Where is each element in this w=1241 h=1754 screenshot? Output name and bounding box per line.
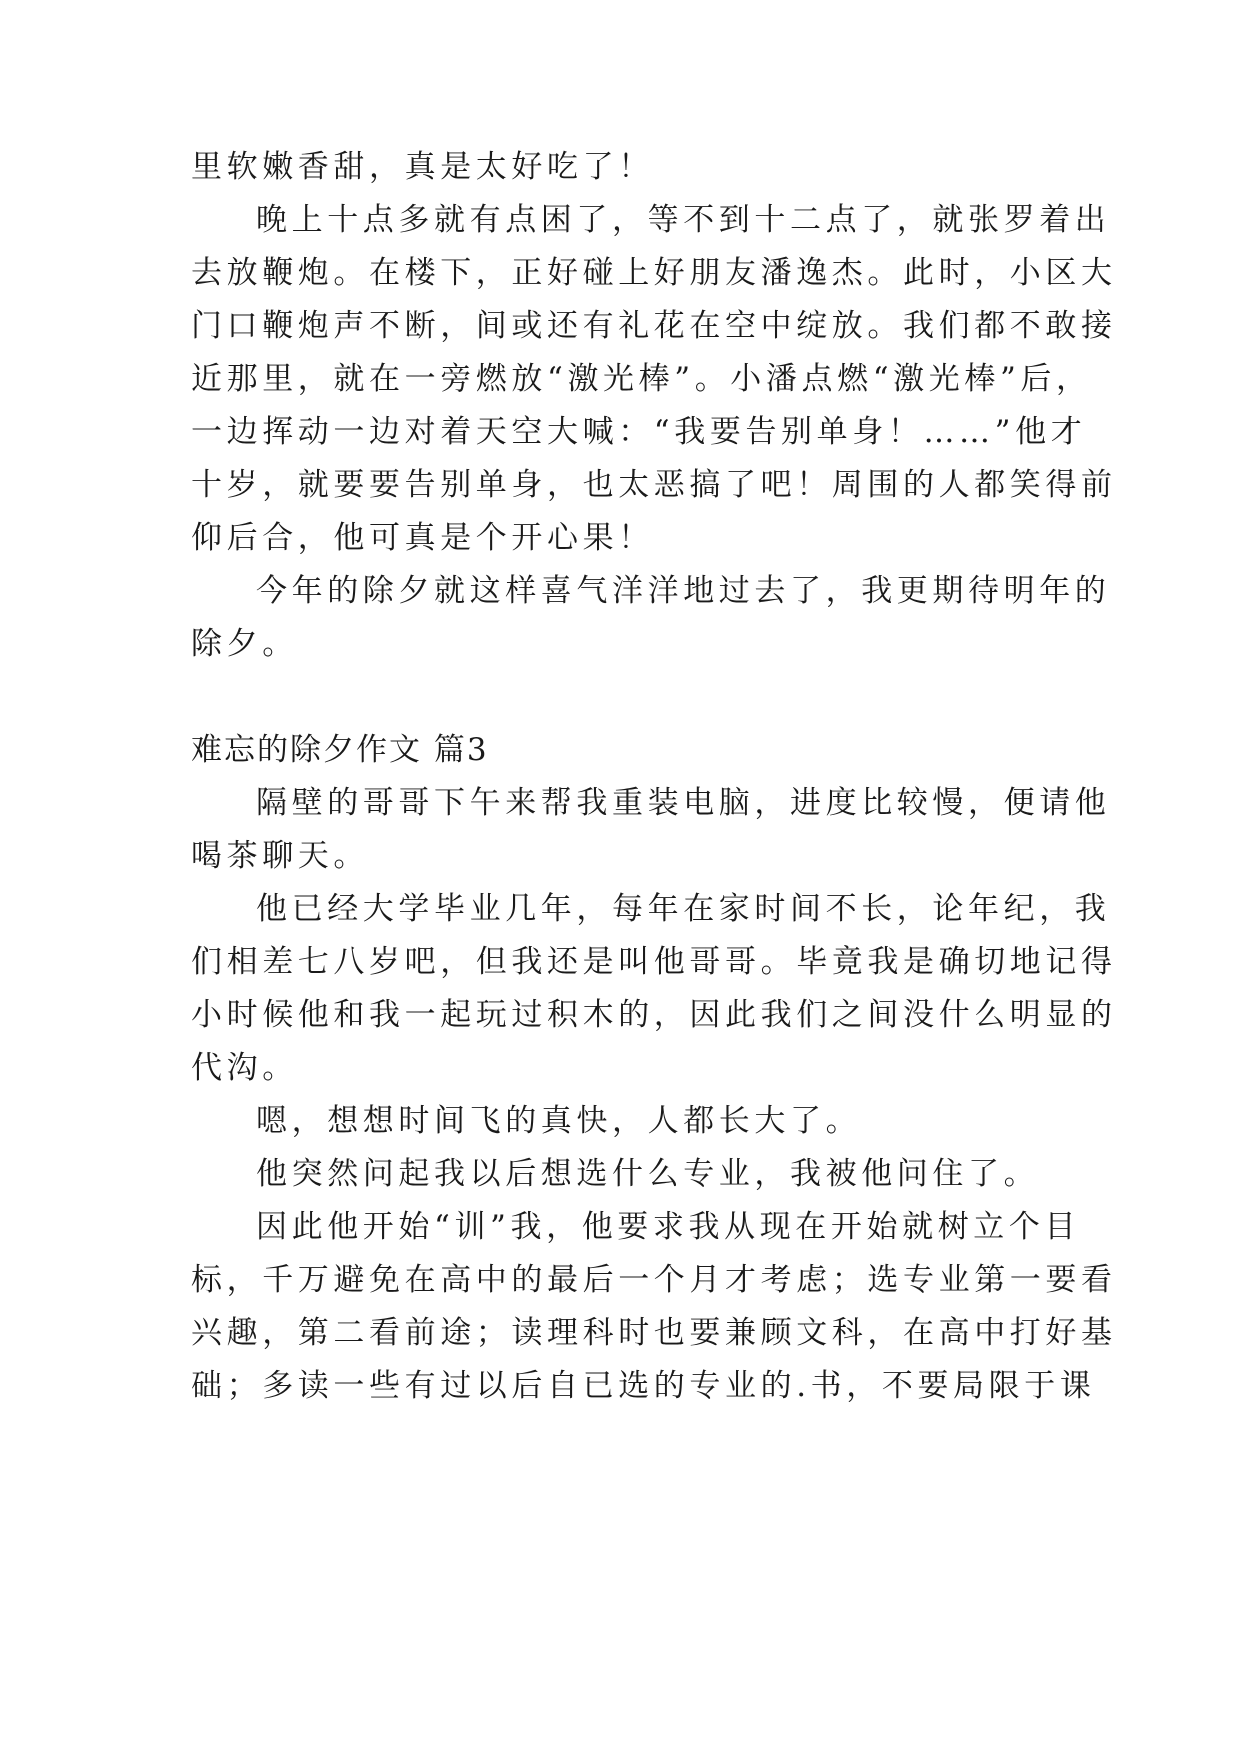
paragraph-5-line-4: 代沟。 (191, 1050, 298, 1086)
paragraph-3-line-2: 除夕。 (191, 626, 298, 662)
paragraph-2-line-6: 十岁，就要要告别单身，也太恶搞了吧！周围的人都笑得前 (191, 467, 1117, 503)
paragraph-6-line-1: 嗯，想想时间飞的真快，人都长大了。 (256, 1103, 862, 1139)
paragraph-4-line-2: 喝茶聊天。 (191, 838, 369, 874)
paragraph-8-line-3: 兴趣，第二看前途；读理科时也要兼顾文科，在高中打好基 (191, 1315, 1117, 1351)
paragraph-8-line-4: 础；多读一些有过以后自已选的专业的.书，不要局限于课 (191, 1368, 1096, 1404)
section-heading: 难忘的除夕作文 篇3 (191, 732, 489, 768)
paragraph-8-line-2: 标，千万避免在高中的最后一个月才考虑；选专业第一要看 (191, 1262, 1117, 1298)
paragraph-2-line-5: 一边挥动一边对着天空大喊：“我要告别单身！……”他才 (191, 414, 1087, 450)
paragraph-2-line-7: 仰后合，他可真是个开心果！ (191, 520, 654, 556)
paragraph-2-line-1: 晚上十点多就有点困了，等不到十二点了，就张罗着出 (256, 202, 1111, 238)
paragraph-4-line-1: 隔壁的哥哥下午来帮我重装电脑，进度比较慢，便请他 (256, 785, 1111, 821)
paragraph-1-line-1: 里软嫩香甜，真是太好吃了！ (191, 149, 654, 185)
paragraph-5-line-3: 小时候他和我一起玩过积木的，因此我们之间没什么明显的 (191, 997, 1117, 1033)
paragraph-3-line-1: 今年的除夕就这样喜气洋洋地过去了，我更期待明年的 (256, 573, 1111, 609)
paragraph-7-line-1: 他突然问起我以后想选什么专业，我被他问住了。 (256, 1156, 1040, 1192)
paragraph-8-line-1: 因此他开始“训”我，他要求我从现在开始就树立个目 (256, 1209, 1081, 1245)
paragraph-2-line-2: 去放鞭炮。在楼下，正好碰上好朋友潘逸杰。此时，小区大 (191, 255, 1117, 291)
paragraph-5-line-1: 他已经大学毕业几年，每年在家时间不长，论年纪，我 (256, 891, 1111, 927)
paragraph-2-line-4: 近那里，就在一旁燃放“激光棒”。小潘点燃“激光棒”后， (191, 361, 1092, 397)
paragraph-5-line-2: 们相差七八岁吧，但我还是叫他哥哥。毕竟我是确切地记得 (191, 944, 1117, 980)
paragraph-2-line-3: 门口鞭炮声不断，间或还有礼花在空中绽放。我们都不敢接 (191, 308, 1117, 344)
